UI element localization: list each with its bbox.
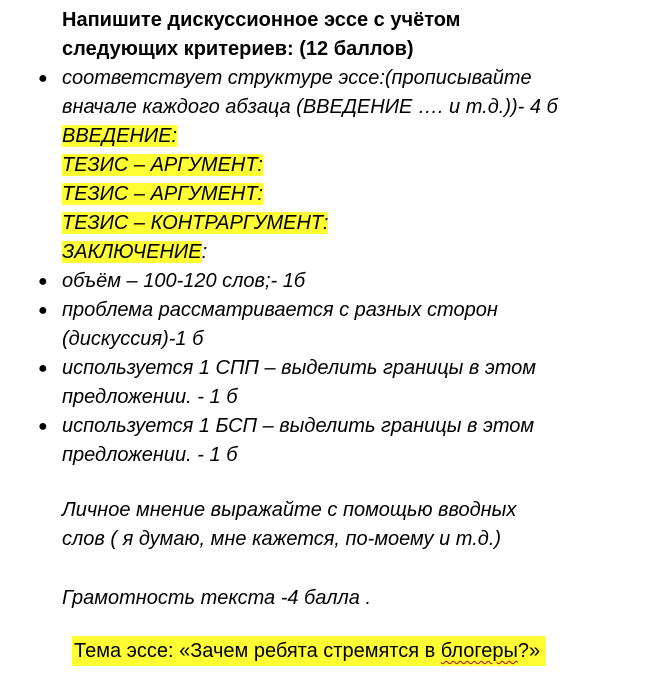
criteria-list: [36, 64, 646, 470]
bullet-icon: ●: [38, 302, 48, 319]
task-heading: [62, 6, 642, 64]
bullet-icon: ●: [38, 360, 48, 377]
section-label: ЗАКЛЮЧЕНИЕ:: [62, 241, 208, 263]
criterion-discussion: ● проблема рассматривается с разных сторон (дискуссия)-1 б: [36, 296, 646, 354]
bullet-icon: ●: [38, 273, 48, 290]
section-label: ВВЕДЕНИЕ:: [62, 125, 178, 147]
heading-line: следующих критериев: (12 баллов): [62, 38, 414, 60]
heading-line: Напишите дискуссионное эссе с учётом: [62, 9, 461, 31]
essay-theme: Тема эссе: «Зачем ребята стремятся в блогеры?»: [72, 636, 546, 666]
spellcheck-underlined-word: блогеры: [440, 640, 518, 662]
bullet-icon: ●: [38, 70, 48, 87]
criterion-spp: ● используется 1 СПП – выделить границы в этом предложении. - 1 б: [36, 354, 646, 412]
criterion-structure: ● соответствует структуре эссе:(прописывайте вначале каждого абзаца (ВВЕДЕНИЕ …. и т.д.))- 4 б: [36, 64, 646, 122]
essay-sections: [36, 122, 646, 267]
literacy-note: Грамотность текста -4 балла .: [62, 587, 372, 609]
criterion-volume: ● объём – 100-120 слов;- 1б: [36, 267, 646, 296]
criterion-bsp: ● используется 1 БСП – выделить границы в этом предложении. - 1 б: [36, 412, 646, 470]
section-label: ТЕЗИС – КОНТРАРГУМЕНТ:: [62, 212, 329, 234]
bullet-icon: ●: [38, 418, 48, 435]
section-label: ТЕЗИС – АРГУМЕНТ:: [62, 183, 263, 205]
section-label: ТЕЗИС – АРГУМЕНТ:: [62, 154, 263, 176]
opinion-note: Личное мнение выражайте с помощью вводных слов ( я думаю, мне кажется, по-моему и т.д.): [62, 499, 517, 550]
